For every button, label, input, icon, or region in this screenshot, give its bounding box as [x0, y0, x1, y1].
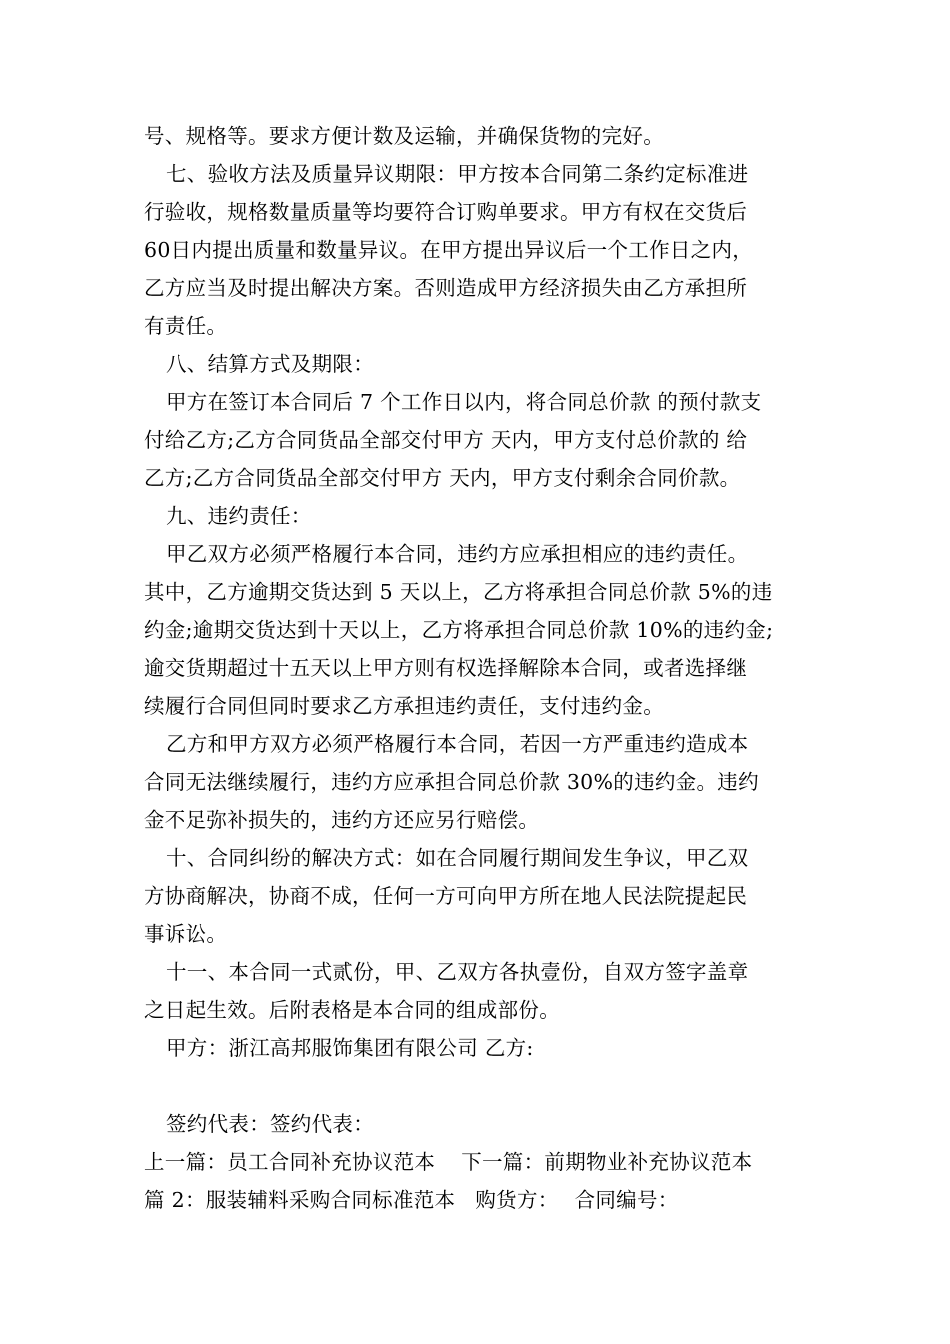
paragraph-line: 号、规格等。要求方便计数及运输，并确保货物的完好。: [144, 124, 664, 148]
paragraph-line: 合同无法继续履行，违约方应承担合同总价款 30%的违约金。违约: [144, 770, 759, 794]
paragraph-line: 逾交货期超过十五天以上甲方则有权选择解除本合同，或者选择继: [144, 656, 748, 680]
prev-article-link[interactable]: 上一篇：员工合同补充协议范本: [144, 1150, 436, 1174]
clause-11-heading-line: 十一、本合同一式贰份，甲、乙双方各执壹份，自双方签字盖章: [166, 960, 749, 984]
document-page: [144, 117, 816, 1219]
contract-no-label: 合同编号：: [574, 1188, 679, 1212]
paragraph-line: 甲乙双方必须严格履行本合同，违约方应承担相应的违约责任。: [166, 542, 749, 566]
next-article-link[interactable]: 下一篇：前期物业补充协议范本: [461, 1150, 753, 1174]
paragraph-line: 其中，乙方逾期交货达到 5 天以上，乙方将承担合同总价款 5%的违: [144, 580, 773, 604]
paragraph-line: 乙方;乙方合同货品全部交付甲方 天内，甲方支付剩余合同价款。: [144, 466, 741, 490]
paragraph-line: 行验收，规格数量质量等均要符合订购单要求。甲方有权在交货后: [144, 200, 748, 224]
paragraph-line: 方协商解决，协商不成，任何一方可向甲方所在地人民法院提起民: [144, 884, 748, 908]
clause-9-heading: 九、违约责任：: [166, 504, 312, 528]
next-article-header: [144, 1181, 816, 1219]
paragraph-line: 事诉讼。: [144, 922, 228, 946]
paragraph-line: 甲方在签订本合同后 7 个工作日以内，将合同总价款 的预付款支: [166, 390, 762, 414]
paragraph-line: 60日内提出质量和数量异议。在甲方提出异议后一个工作日之内，: [144, 238, 754, 262]
signature-line: 签约代表：签约代表：: [166, 1112, 374, 1136]
article-title: 篇 2：服装辅料采购合同标准范本: [144, 1188, 456, 1212]
party-line: 甲方：浙江高邦服饰集团有限公司 乙方:: [166, 1036, 534, 1060]
paragraph-line: 乙方和甲方双方必须严格履行本合同，若因一方严重违约造成本: [166, 732, 749, 756]
paragraph-line: 续履行合同但同时要求乙方承担违约责任，支付违约金。: [144, 694, 664, 718]
clause-10-heading-line: 十、合同纠纷的解决方式：如在合同履行期间发生争议，甲乙双: [166, 846, 749, 870]
paragraph-line: 有责任。: [144, 314, 228, 338]
paragraph-line: 金不足弥补损失的，违约方还应另行赔偿。: [144, 808, 540, 832]
paragraph-line: 约金;逾期交货达到十天以上，乙方将承担合同总价款 10%的违约金;: [144, 618, 774, 642]
clause-8-heading: 八、结算方式及期限：: [166, 352, 374, 376]
paragraph-line: 乙方应当及时提出解决方案。否则造成甲方经济损失由乙方承担所: [144, 276, 748, 300]
paragraph-line: 之日起生效。后附表格是本合同的组成部份。: [144, 998, 560, 1022]
blank-line: [144, 1067, 816, 1105]
clause-7-heading-line: 七、验收方法及质量异议期限：甲方按本合同第二条约定标准进: [166, 162, 749, 186]
paragraph-line: 付给乙方;乙方合同货品全部交付甲方 天内，甲方支付总价款的 给: [144, 428, 748, 452]
buyer-label: 购货方：: [475, 1188, 559, 1212]
article-nav: [144, 1143, 816, 1181]
